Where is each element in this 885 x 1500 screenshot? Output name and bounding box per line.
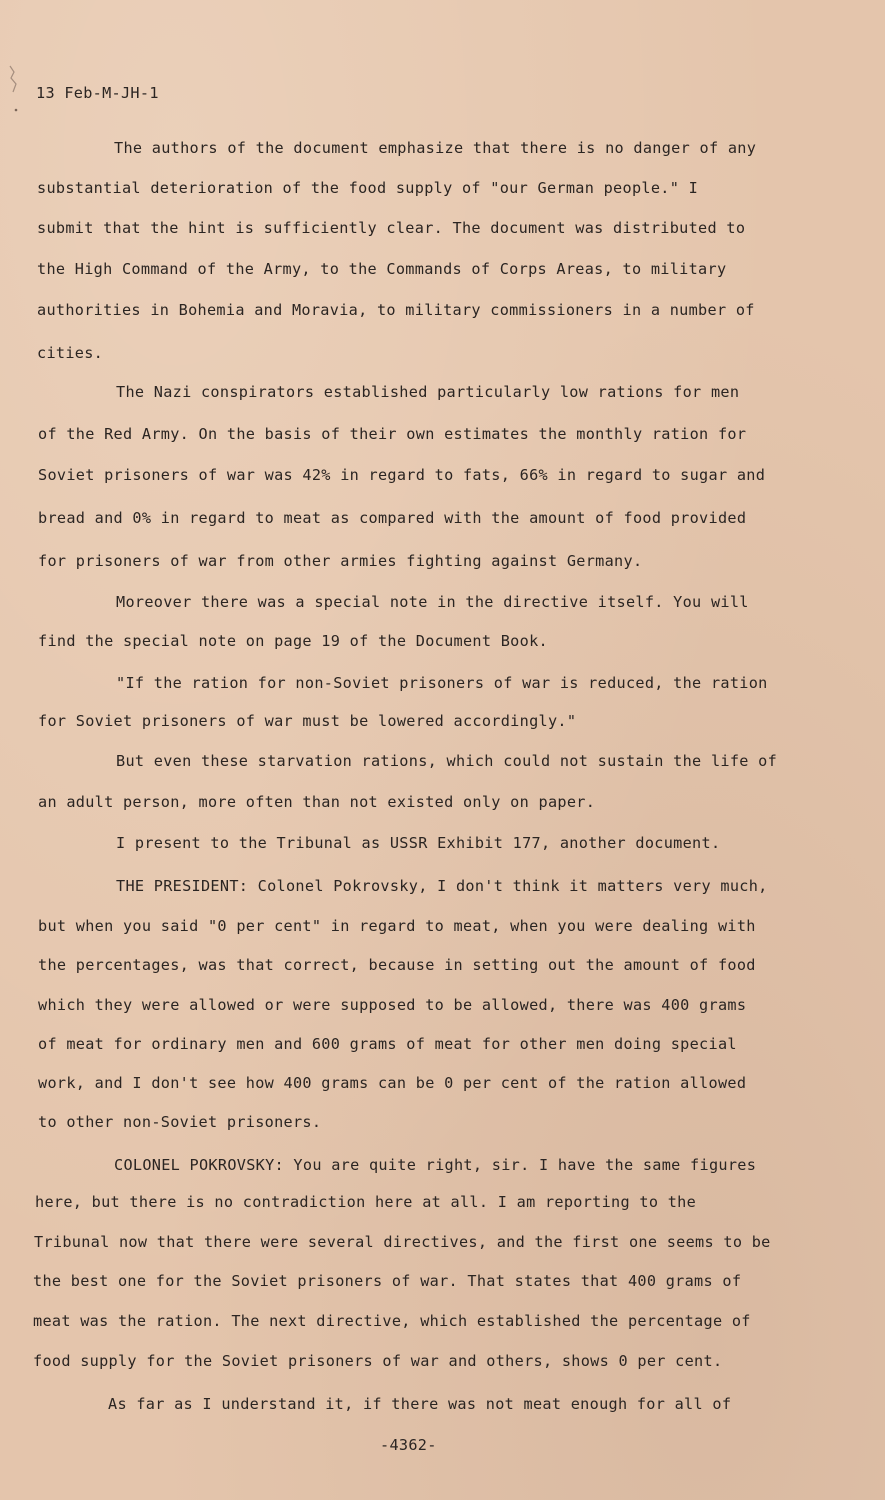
text-line: The authors of the document emphasize that there is no danger of any xyxy=(114,139,757,157)
text-line: of the Red Army. On the basis of their own estimates the monthly ration for xyxy=(38,425,747,443)
text-line: submit that the hint is sufficiently clear. The document was distributed to xyxy=(37,219,746,237)
page-edge-mark xyxy=(4,62,24,112)
text-line: which they were allowed or were supposed to be allowed, there was 400 grams xyxy=(38,996,747,1014)
text-line: authorities in Bohemia and Moravia, to military commissioners in a number of xyxy=(37,301,755,319)
text-line: an adult person, more often than not existed only on paper. xyxy=(38,793,596,811)
text-line: Moreover there was a special note in the directive itself. You will xyxy=(116,593,749,611)
text-line: bread and 0% in regard to meat as compared with the amount of food provided xyxy=(38,509,747,527)
text-line: The Nazi conspirators established particularly low rations for men xyxy=(116,383,740,401)
text-line: "If the ration for non-Soviet prisoners of war is reduced, the ration xyxy=(116,674,768,692)
text-line: Tribunal now that there were several directives, and the first one seems to be xyxy=(34,1233,771,1251)
text-line: I present to the Tribunal as USSR Exhibit 177, another document. xyxy=(116,834,721,852)
text-line: But even these starvation rations, which could not sustain the life of xyxy=(116,752,778,770)
text-line: the best one for the Soviet prisoners of war. That states that 400 grams of xyxy=(33,1272,742,1290)
text-line: but when you said "0 per cent" in regard to meat, when you were dealing with xyxy=(38,917,756,935)
text-line: the High Command of the Army, to the Commands of Corps Areas, to military xyxy=(37,260,727,278)
text-line: of meat for ordinary men and 600 grams of meat for other men doing special xyxy=(38,1035,737,1053)
page-number: -4362- xyxy=(380,1436,437,1454)
text-line: here, but there is no contradiction here at all. I am reporting to the xyxy=(35,1193,697,1211)
text-line: work, and I don't see how 400 grams can be 0 per cent of the ration allowed xyxy=(38,1074,747,1092)
text-line: substantial deterioration of the food supply of "our German people." I xyxy=(37,179,699,197)
text-line: to other non-Soviet prisoners. xyxy=(38,1113,322,1131)
text-line: meat was the ration. The next directive, which established the percentage of xyxy=(33,1312,751,1330)
text-line: food supply for the Soviet prisoners of war and others, shows 0 per cent. xyxy=(33,1352,723,1370)
text-line: find the special note on page 19 of the Document Book. xyxy=(38,632,548,650)
document-header: 13 Feb-M-JH-1 xyxy=(36,84,159,102)
text-line: Soviet prisoners of war was 42% in regard to fats, 66% in regard to sugar and xyxy=(38,466,766,484)
text-line: COLONEL POKROVSKY: You are quite right, sir. I have the same figures xyxy=(114,1156,757,1174)
text-line: As far as I understand it, if there was not meat enough for all of xyxy=(108,1395,732,1413)
text-line: cities. xyxy=(37,344,104,362)
text-line: the percentages, was that correct, because in setting out the amount of food xyxy=(38,956,756,974)
text-line: for prisoners of war from other armies fighting against Germany. xyxy=(38,552,643,570)
text-line: THE PRESIDENT: Colonel Pokrovsky, I don't think it matters very much, xyxy=(116,877,768,895)
text-line: for Soviet prisoners of war must be lowered accordingly." xyxy=(38,712,577,730)
